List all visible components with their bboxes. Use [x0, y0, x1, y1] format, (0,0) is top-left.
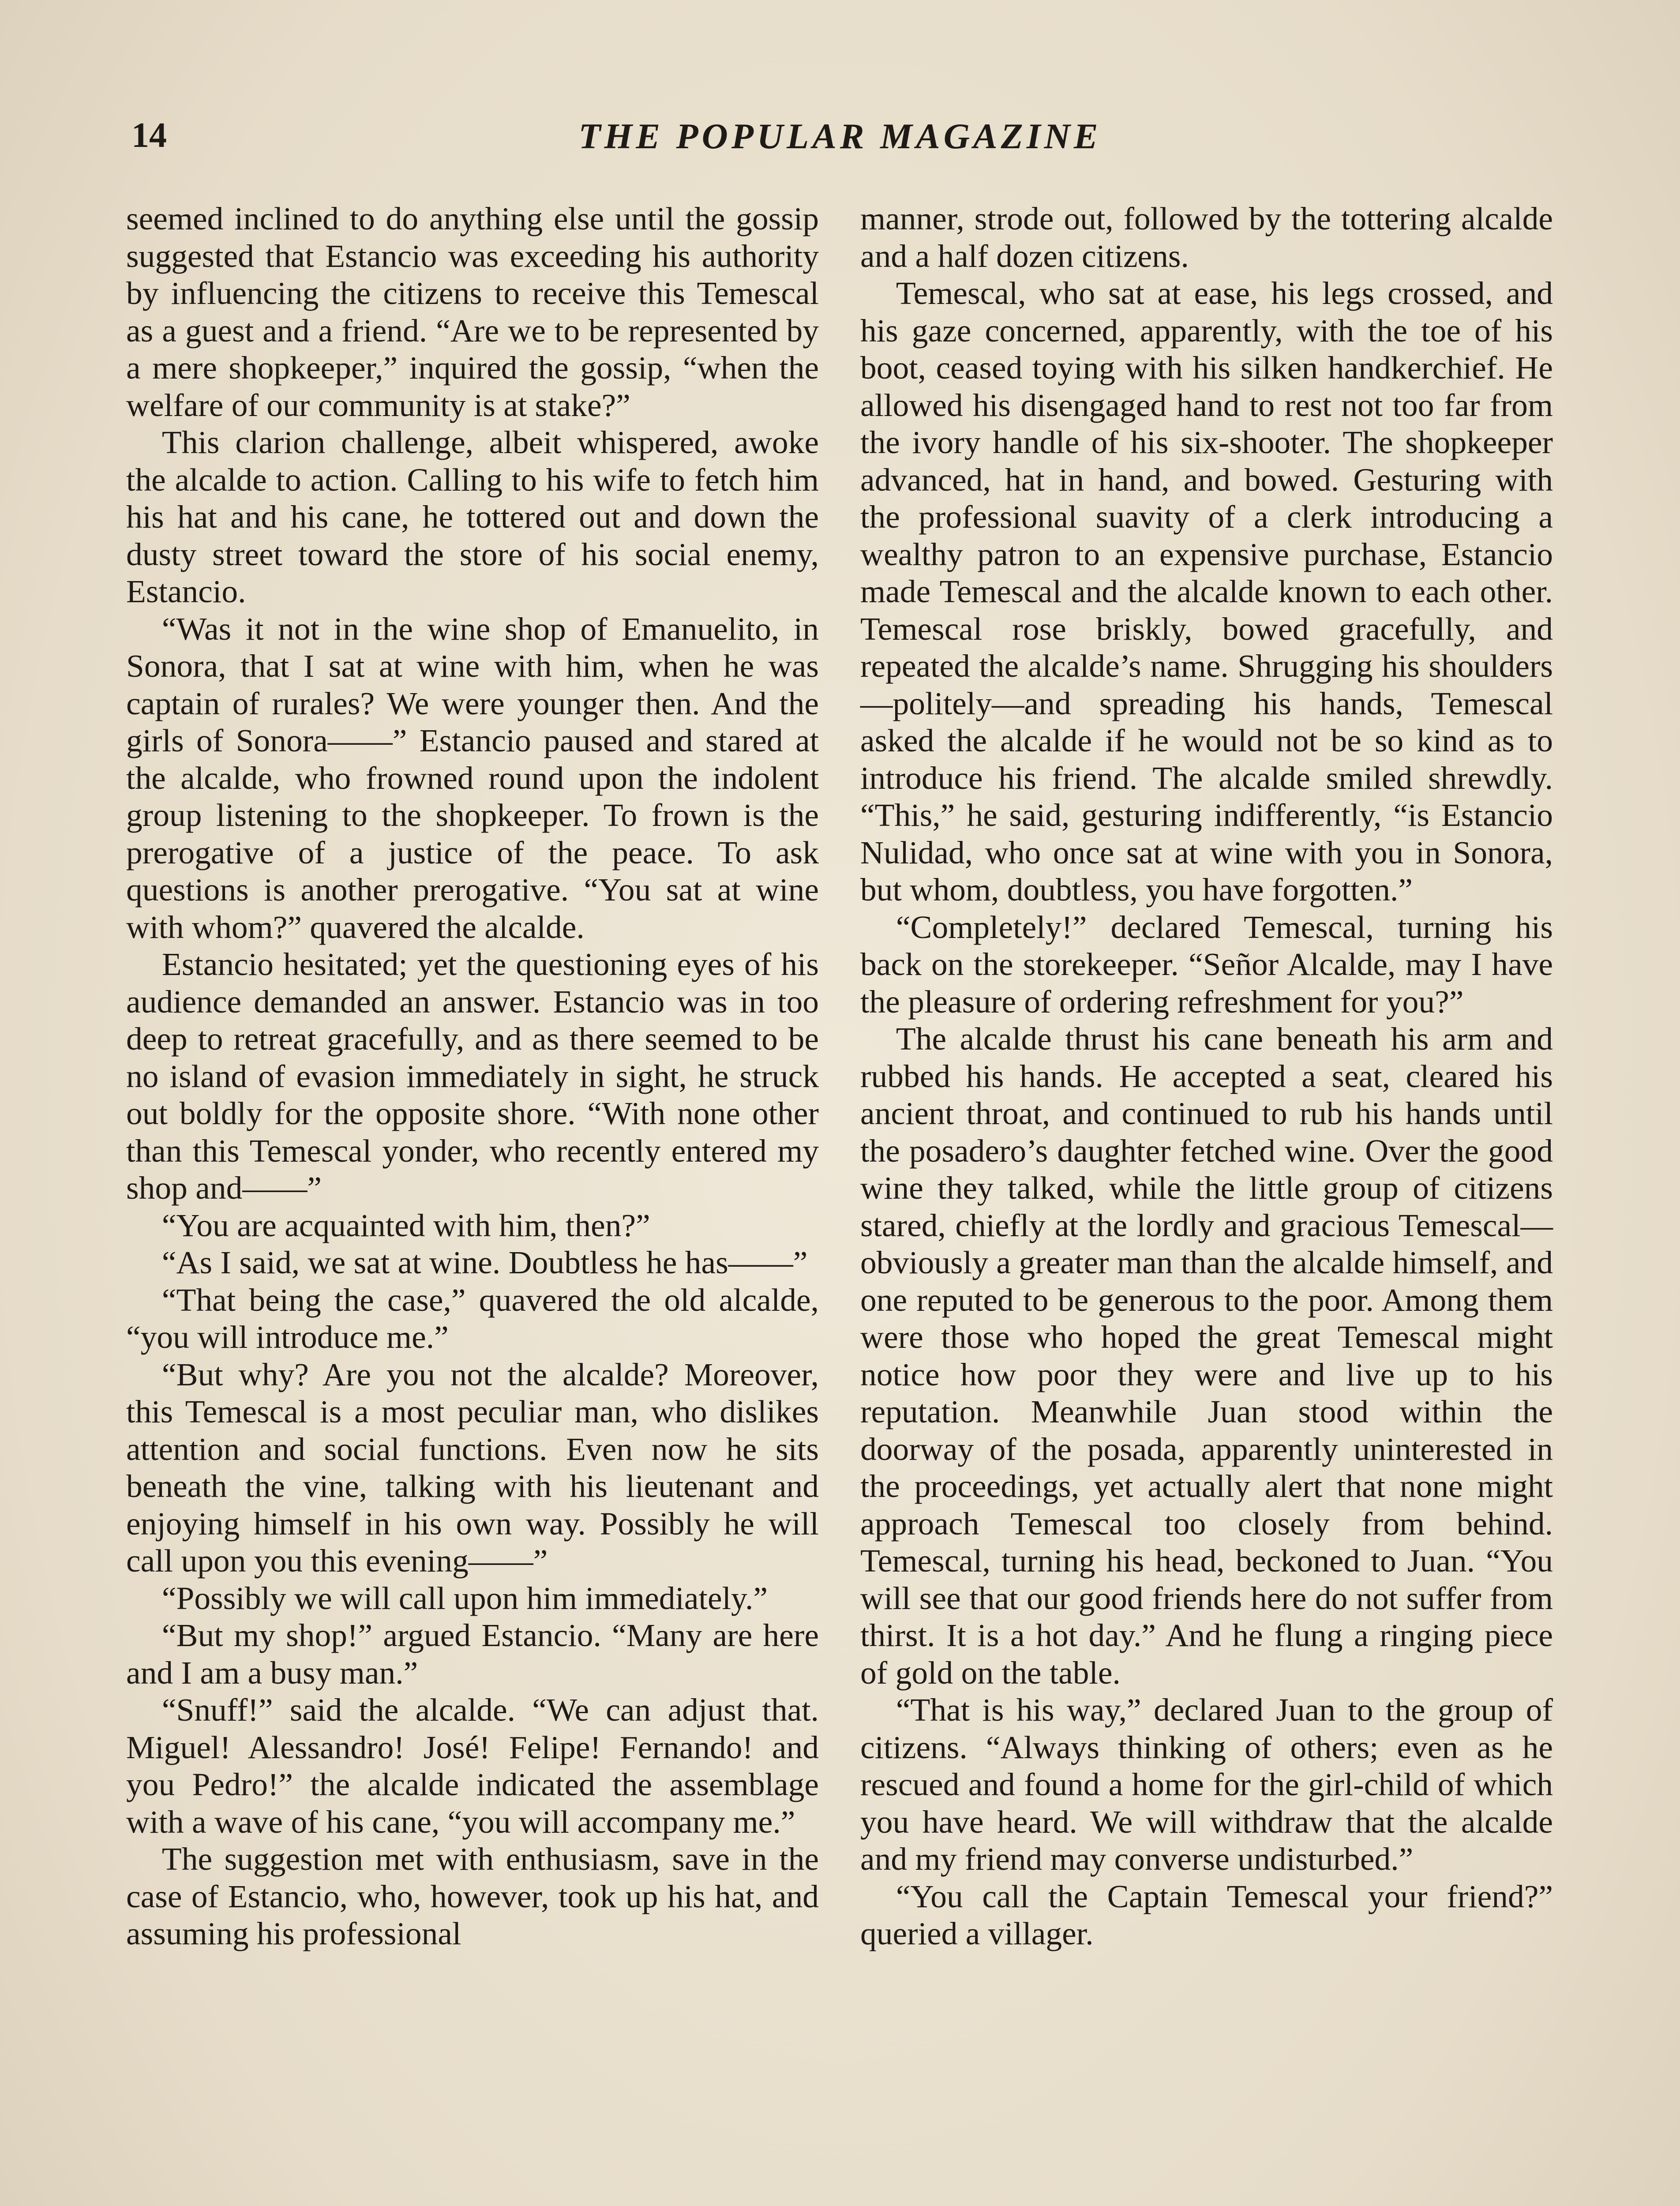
paragraph: Estancio hesitated; yet the questioning eyes of his audience demanded an answer. Estancio was in too deep to retreat gracefully, and as there seemed to be no island of evasion immediately in sight, he struck out boldly for the opposite shore. “With none other than this Temescal yonder, who recently entered my shop and——”: [126, 946, 819, 1206]
paragraph: “You are acquainted with him, then?”: [161, 1207, 650, 1243]
page-header: [124, 116, 1556, 164]
paragraph: manner, strode out, followed by the tottering alcalde and a half dozen citizens.: [860, 201, 1553, 274]
paragraph: “Possibly we will call upon him immediately.”: [161, 1580, 768, 1616]
paragraph: Temescal, who sat at ease, his legs crossed, and his gaze concerned, apparently, with the toe of his boot, ceased toying with his silken handkerchief. He allowed his disengaged hand to rest not too far from the ivory handle of his six-shooter. The shopkeeper advanced, hat in hand, and bowed. Gesturing with the professional suavity of a clerk introducing a wealthy patron to an expensive purchase, Estancio made Temescal and the alcalde known to each other. Temescal rose briskly, bowed gracefully, and repeated the alcalde’s name. Shrugging his shoulders—politely—and spreading his hands, Temescal asked the alcalde if he would not be so kind as to introduce his friend. The alcalde smiled shrewdly. “This,” he said, gesturing indifferently, “is Estancio Nulidad, who once sat at wine with you in Sonora, but whom, doubtless, you have forgotten.”: [860, 275, 1553, 908]
paragraph: “Snuff!” said the alcalde. “We can adjust that. Miguel! Alessandro! José! Felipe! Fernando! and you Pedro!” the alcalde indicated the assemblage with a wave of his cane, “you will accompany me.”: [126, 1692, 819, 1840]
paragraph: “As I said, we sat at wine. Doubtless he has——”: [161, 1245, 808, 1280]
paragraph: seemed inclined to do anything else until the gossip suggested that Estancio was exceeding his authority by influencing the citizens to receive this Temescal as a guest and a friend. “Are we to be represented by a mere shopkeeper,” inquired the gossip, “when the welfare of our community is at stake?”: [126, 201, 819, 423]
paragraph: The alcalde thrust his cane beneath his arm and rubbed his hands. He accepted a seat, cleared his ancient throat, and continued to rub his hands until the posadero’s daughter fetched wine. Over the good wine they talked, while the little group of citizens stared, chiefly at the lordly and gracious Temescal—obviously a greater man than the alcalde himself, and one reputed to be generous to the poor. Among them were those who hoped the great Temescal might notice how poor they were and live up to his reputation. Meanwhile Juan stood within the doorway of the posada, apparently uninterested in the proceedings, yet actually alert that none might approach Temescal too closely from behind. Temescal, turning his head, beckoned to Juan. “You will see that our good friends here do not suffer from thirst. It is a hot day.” And he flung a ringing piece of gold on the table.: [860, 1021, 1553, 1691]
paragraph: “But my shop!” argued Estancio. “Many are here and I am a busy man.”: [126, 1617, 819, 1691]
paragraph: “You call the Captain Temescal your friend?” queried a villager.: [860, 1878, 1553, 1951]
page-number: 14: [131, 116, 167, 155]
left-column: [126, 200, 819, 1953]
paragraph: The suggestion met with enthusiasm, save in the case of Estancio, who, however, took up his hat, and assuming his professional: [126, 1841, 819, 1951]
magazine-title: THE POPULAR MAGAZINE: [578, 116, 1102, 156]
right-column: [860, 200, 1553, 1953]
paragraph: “But why? Are you not the alcalde? Moreover, this Temescal is a most peculiar man, who dislikes attention and social functions. Even now he sits beneath the vine, talking with his lieutenant and enjoying himself in his own way. Possibly he will call upon you this evening——”: [126, 1356, 819, 1579]
paragraph: “Completely!” declared Temescal, turning his back on the storekeeper. “Señor Alcalde, may I have the pleasure of ordering refreshment for you?”: [860, 909, 1553, 1020]
paragraph: This clarion challenge, albeit whispered, awoke the alcalde to action. Calling to his wife to fetch him his hat and his cane, he tottered out and down the dusty street toward the store of his social enemy, Estancio.: [126, 424, 819, 609]
paragraph: “Was it not in the wine shop of Emanuelito, in Sonora, that I sat at wine with him, when he was captain of rurales? We were younger then. And the girls of Sonora——” Estancio paused and stared at the alcalde, who frowned round upon the indolent group listening to the shopkeeper. To frown is the prerogative of a justice of the peace. To ask questions is another prerogative. “You sat at wine with whom?” quavered the alcalde.: [126, 611, 819, 945]
paragraph: “That being the case,” quavered the old alcalde, “you will introduce me.”: [126, 1282, 819, 1355]
paragraph: “That is his way,” declared Juan to the group of citizens. “Always thinking of others; even as he rescued and found a home for the girl-child of which you have heard. We will withdraw that the alcalde and my friend may converse undisturbed.”: [860, 1692, 1553, 1877]
